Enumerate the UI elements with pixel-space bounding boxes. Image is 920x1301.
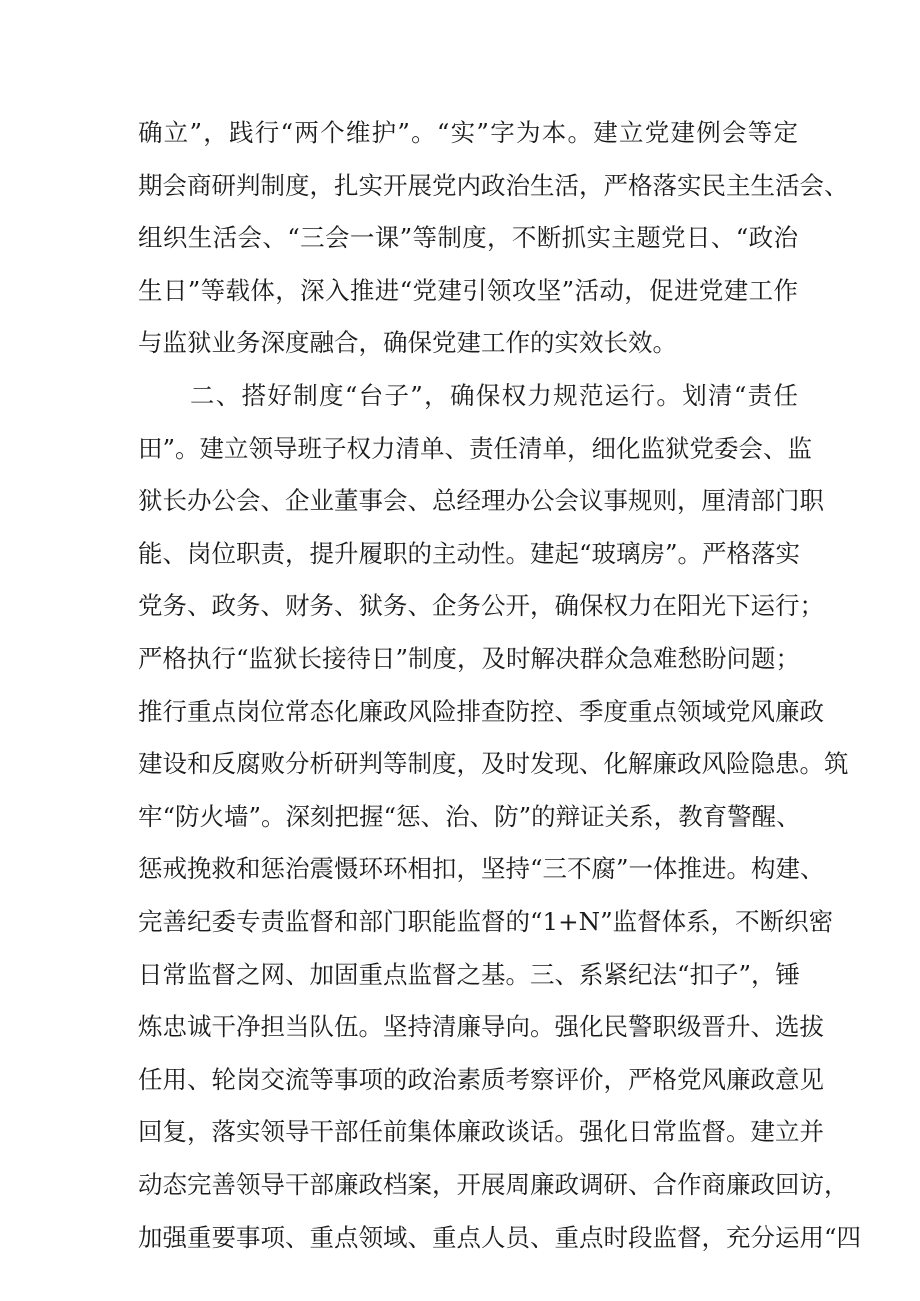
text-line: 牢“防火墙”。深刻把握“惩、治、防”的辩证关系，教育警醒、 — [138, 801, 801, 831]
section-heading-line: 二、搭好制度“台子”，确保权力规范运行。划清“责任 — [190, 381, 798, 410]
text-line: 能、岗位职责，提升履职的主动性。建起“玻璃房”。严格落实 — [138, 538, 801, 568]
text-line: 完善纪委专责监督和部门职能监督的“1+N”监督体系，不断织密 — [138, 907, 834, 936]
text-line: 回复，落实领导干部任前集体廉政谈话。强化日常监督。建立并 — [138, 1117, 824, 1147]
text-line: 加强重要事项、重点领域、重点人员、重点时段监督，充分运用“四 — [138, 1222, 862, 1252]
text-line: 建设和反腐败分析研判等制度，及时发现、化解廉政风险隐患。筑 — [138, 749, 849, 779]
text-line: 日常监督之网、加固重点监督之基。三、系紧纪法“扣子”，锤 — [138, 959, 801, 989]
text-line: 田”。建立领导班子权力清单、责任清单，细化监狱党委会、监 — [138, 433, 813, 463]
text-line: 与监狱业务深度融合，确保党建工作的实效长效。 — [138, 328, 677, 358]
text-line: 组织生活会、“三会一课”等制度，不断抓实主题党日、“政治 — [138, 223, 798, 253]
text-line: 期会商研判制度，扎实开展党内政治生活，严格落实民主生活会、 — [138, 170, 849, 200]
text-line: 狱长办公会、企业董事会、总经理办公会议事规则，厘清部门职 — [138, 486, 824, 516]
text-line: 炼忠诚干净担当队伍。坚持清廉导向。强化民警职级晋升、选拔 — [138, 1012, 824, 1042]
text-line: 确立”，践行“两个维护”。“实”字为本。建立党建例会等定 — [138, 118, 798, 147]
text-line: 动态完善领导干部廉政档案，开展周廉政调研、合作商廉政回访， — [138, 1170, 849, 1199]
text-line: 党务、政务、财务、狱务、企务公开，确保权力在阳光下运行； — [138, 591, 824, 621]
text-line: 任用、轮岗交流等事项的政治素质考察评价，严格党风廉政意见 — [138, 1064, 824, 1094]
text-line: 生日”等载体，深入推进“党建引领攻坚”活动，促进党建工作 — [138, 275, 798, 305]
text-line: 推行重点岗位常态化廉政风险排查防控、季度重点领域党风廉政 — [138, 696, 824, 726]
text-line: 惩戒挽救和惩治震慑环环相扣，坚持“三不腐”一体推进。构建、 — [138, 854, 825, 884]
text-line: 严格执行“监狱长接待日”制度，及时解决群众急难愁盼问题； — [138, 644, 801, 673]
